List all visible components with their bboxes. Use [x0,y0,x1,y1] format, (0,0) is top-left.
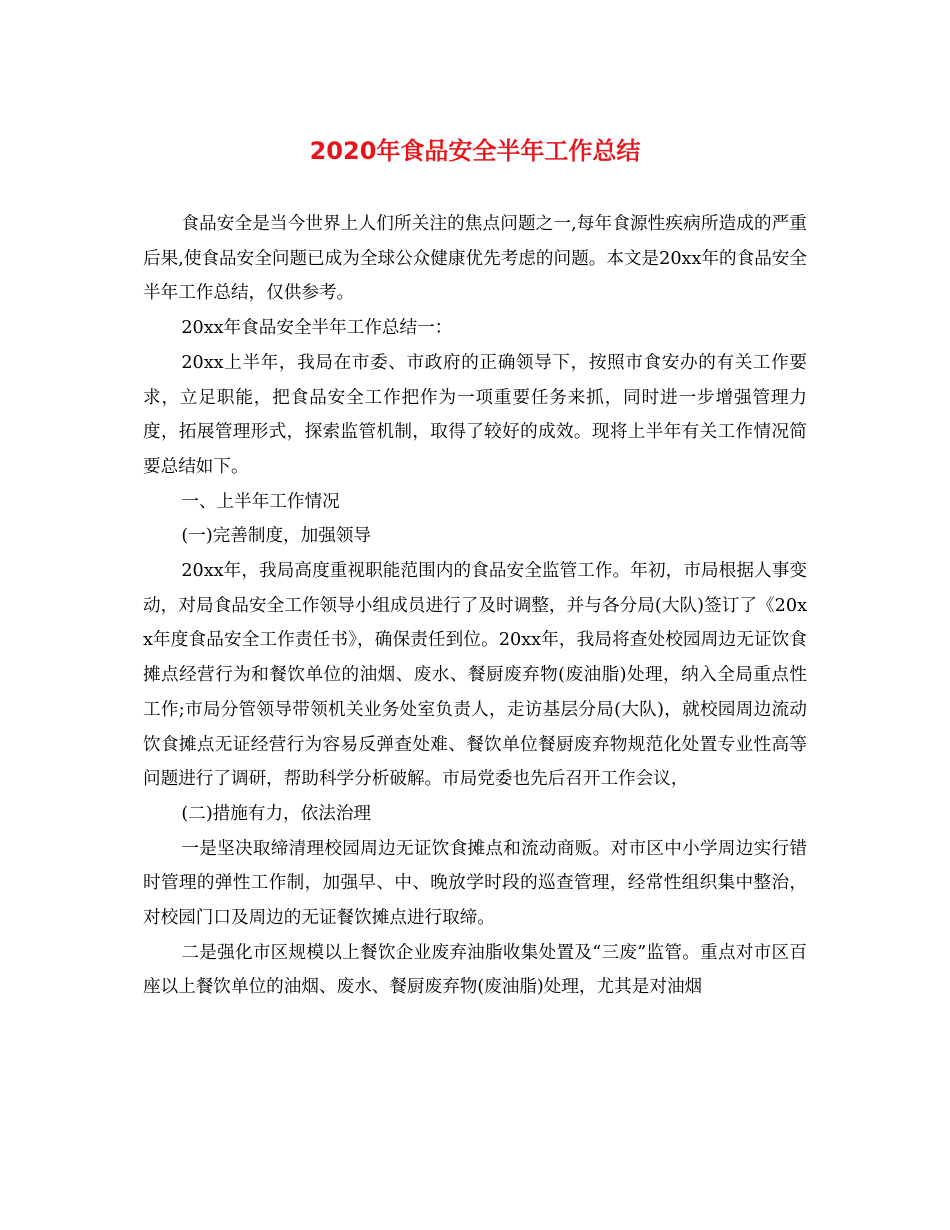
section-heading-1: 一、上半年工作情况 [181,491,340,512]
document-body [143,207,807,1005]
paragraph-summary-heading: 20xx年食品安全半年工作总结一： [181,318,453,339]
subsection-heading-1: (一)完善制度，加强领导 [181,526,372,547]
paragraph-leadership: 20xx年，我局高度重视职能范围内的食品安全监管工作。年初，市局根据人事变动，对局食品安全工作领导小组成员进行了及时调整，并与各分局(大队)签订了《20xx年度食品安全工作责任书》，确保责任到位。20xx年，我局将查处校园周边无证饮食摊点经营行为和餐饮单位的油烟、废水、餐厨废弃物(废油脂)处理，纳入全局重点性工作;市局分管领导带领机关业务处室负责人，走访基层分局(大队)，就校园周边流动饮食摊点无证经营行为容易反弹查处难、餐饮单位餐厨废弃物规范化处置专业性高等问题进行了调研，帮助科学分析破解。市局党委也先后召开工作会议， [143,561,807,790]
document-title: 2020年食品安全半年工作总结 [309,137,641,165]
paragraph-overview: 20xx上半年，我局在市委、市政府的正确领导下，按照市食安办的有关工作要求，立足职能，把食品安全工作把作为一项重要任务来抓，同时进一步增强管理力度，拓展管理形式，探索监管机制，取得了较好的成效。现将上半年有关工作情况简要总结如下。 [143,352,807,477]
paragraph-point-2: 二是强化市区规模以上餐饮企业废弃油脂收集处置及“三废”监管。重点对市区百座以上餐饮单位的油烟、废水、餐厨废弃物(废油脂)处理，尤其是对油烟 [143,942,807,998]
paragraph-intro: 食品安全是当今世界上人们所关注的焦点问题之一,每年食源性疾病所造成的严重后果,使食品安全问题已成为全球公众健康优先考虑的问题。本文是20xx年的食品安全半年工作总结，仅供参考。 [143,214,807,304]
paragraph-point-1: 一是坚决取缔清理校园周边无证饮食摊点和流动商贩。对市区中小学周边实行错时管理的弹性工作制，加强早、中、晚放学时段的巡查管理，经常性组织集中整治，对校园门口及周边的无证餐饮摊点进行取缔。 [143,838,807,929]
subsection-heading-2: (二)措施有力，依法治理 [181,803,372,824]
